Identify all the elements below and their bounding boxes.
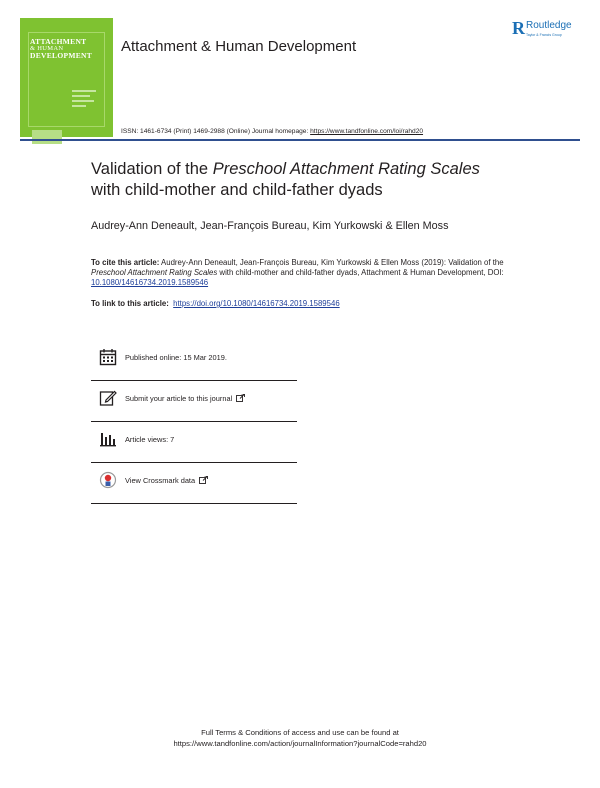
footer-terms-url[interactable]: https://www.tandfonline.com/action/journalInformation?journalCode=rahd20: [173, 739, 427, 748]
title-italic: Preschool Attachment Rating Scales: [212, 160, 480, 178]
cover-title-line3: DEVELOPMENT: [30, 51, 93, 60]
doi-link[interactable]: 10.1080/14616734.2019.1589546: [91, 278, 209, 287]
citation-text-part1: Audrey-Ann Deneault, Jean-François Bureau, Kim Yurkowski & Ellen Moss (2019): Validation of the: [159, 258, 504, 267]
title-part1: Validation of the: [91, 160, 213, 178]
link-label: To link to this article:: [91, 299, 171, 308]
article-link-line: [91, 299, 340, 308]
edit-icon: [99, 389, 117, 407]
bar-chart-icon: [99, 430, 117, 448]
row-divider: [91, 462, 297, 463]
crossmark-row[interactable]: [91, 471, 297, 505]
journal-homepage-link[interactable]: https://www.tandfonline.com/loi/rahd20: [310, 128, 424, 135]
cover-title-line2: & HUMAN: [30, 45, 64, 52]
footer-terms: [0, 727, 600, 749]
views-row: [91, 430, 297, 464]
cover-decoration: [72, 90, 100, 130]
issn-text: ISSN: 1461-6734 (Print) 1469-2988 (Online) Journal homepage:: [121, 128, 311, 135]
header-divider: [20, 139, 580, 141]
calendar-icon: [99, 348, 117, 366]
journal-cover-image: [20, 18, 113, 137]
routledge-logo: [512, 18, 592, 42]
submit-article-label: Submit your article to this journal: [125, 394, 233, 403]
crossmark-link[interactable]: [125, 476, 208, 485]
crossmark-icon: [99, 471, 117, 489]
journal-title: Attachment & Human Development: [121, 38, 357, 55]
article-views: Article views: 7: [125, 435, 175, 444]
citation-text-part2: with child-mother and child-father dyads, Attachment & Human Development, DOI:: [217, 268, 504, 277]
citation-text-italic: Preschool Attachment Rating Scales: [91, 268, 218, 277]
cover-title-line1: ATTACHMENT: [30, 37, 87, 46]
title-part2: with child-mother and child-father dyads: [91, 181, 383, 199]
article-authors: Audrey-Ann Deneault, Jean-François Bureau, Kim Yurkowski & Ellen Moss: [91, 220, 449, 232]
row-divider: [91, 503, 297, 504]
external-link-icon: [236, 394, 245, 402]
submit-article-link[interactable]: [125, 394, 245, 403]
article-doi-url[interactable]: https://doi.org/10.1080/14616734.2019.1589546: [173, 299, 340, 308]
citation-block: [91, 258, 521, 288]
publisher-tagline: Taylor & Francis Group: [526, 33, 562, 37]
published-row: [91, 348, 297, 382]
published-date: Published online: 15 Mar 2019.: [125, 353, 227, 362]
footer-line1: Full Terms & Conditions of access and use can be found at: [201, 728, 399, 737]
citation-label: To cite this article:: [91, 258, 160, 267]
article-title: [91, 159, 561, 201]
external-link-icon: [199, 476, 208, 484]
cover-title: [30, 38, 100, 59]
publisher-name: Routledge: [526, 20, 572, 31]
row-divider: [91, 380, 297, 381]
routledge-r-icon: R: [512, 18, 525, 38]
cover-publisher-box: [32, 130, 62, 144]
submit-row[interactable]: [91, 389, 297, 423]
issn-line: [121, 128, 423, 135]
row-divider: [91, 421, 297, 422]
crossmark-label: View Crossmark data: [125, 476, 196, 485]
